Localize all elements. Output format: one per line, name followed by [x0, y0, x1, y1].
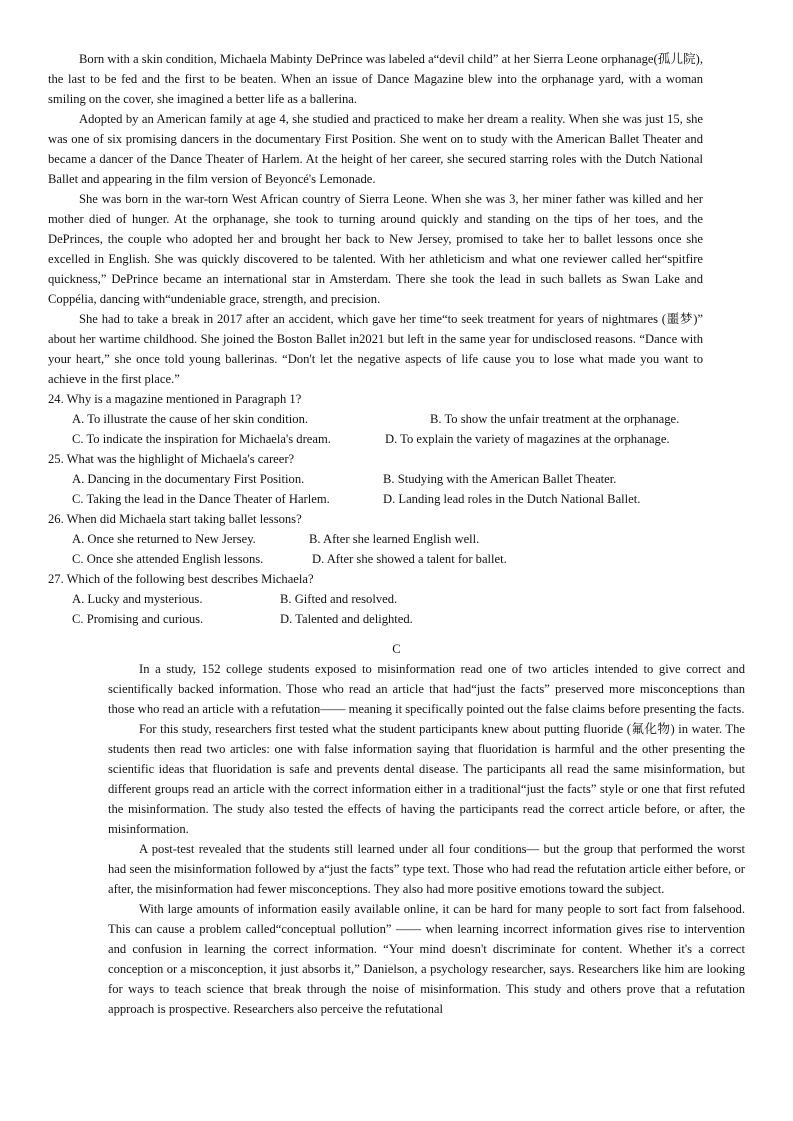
passage-b-paragraph-3: She was born in the war-torn West African country of Sierra Leone. When she was 3, her miner father was killed and her mother died of hunger. At the orphanage, she took to turning around quickly and standing on the tips of her toes, and the DePrinces, the couple who adopted her and brought her back to New Jersey, promised to take her to ballet lessons once she excelled in English. She was quickly discovered to be talented. With her athleticism and what one reviewer called her“spitfire quickness,” DePrince became an international star in Amsterdam. There she took the lead in such ballets as Swan Lake and Coppélia, dancing with“undeniable grace, strength, and precision.	[48, 192, 703, 306]
passage-c-paragraph-4: With large amounts of information easily available online, it can be hard for many people to sort fact from falsehood. This can cause a problem called“conceptual pollution” —— when learning incorrect information gives rise to intervention and confusion in learning the correct information. “Your mind doesn't discriminate for content. Whether it's a correct conception or a misconception, it just absorbs it,” Danielson, a psychology researcher, says. Researchers like him are looking for ways to teach science that break through the noise of misinformation. This study and others prove that a refutation approach is prospective. Researchers also perceive the refutational	[108, 902, 745, 1016]
option-c: C. Taking the lead in the Dance Theater of Harlem.	[72, 492, 330, 506]
option-b: B. Studying with the American Ballet Theater.	[383, 472, 617, 486]
passage-c-paragraph-1: In a study, 152 college students exposed to misinformation read one of two articles intended to give correct and scientifically backed information. Those who read an article that had“just the facts” preserved more misconceptions than those who read an article with a refutation—— meaning it specifically pointed out the false claims before presenting the facts.	[108, 662, 745, 716]
option-row	[48, 429, 728, 449]
option-row	[48, 529, 728, 549]
passage-c-paragraph-2: For this study, researchers first tested what the student participants knew about putting fluoride (氟化物) in water. The students then read two articles: one with false information saying that fluoridation is harmful and the other presenting the scientific ideas that fluoridation is safe and prevents dental disease. The participants all read the same misinformation, but different groups read an article with the correct information either in a traditional“just the facts” style or one that first refuted the misinformation. The study also tested the effects of having the participants read the correct article before, or after, the misinformation.	[108, 722, 745, 836]
option-d: D. Talented and delighted.	[280, 612, 413, 626]
option-c: C. Promising and curious.	[72, 612, 204, 626]
option-b: B. After she learned English well.	[309, 532, 480, 546]
question-stem: 25. What was the highlight of Michaela's career?	[48, 452, 295, 466]
option-c: C. Once she attended English lessons.	[72, 552, 264, 566]
option-c: C. To indicate the inspiration for Michaela's dream.	[72, 432, 331, 446]
option-row	[48, 469, 728, 489]
option-row	[48, 589, 728, 609]
question-stem: 24. Why is a magazine mentioned in Paragraph 1?	[48, 392, 302, 406]
passage-c	[108, 659, 745, 1019]
section-c-heading: C	[392, 642, 401, 656]
passage-b-paragraph-4: She had to take a break in 2017 after an accident, which gave her time“to seek treatment for years of nightmares (噩梦)” about her wartime childhood. She joined the Boston Ballet in2021 but left in the same year for undisclosed reasons. “Dance with your heart,” she once told young ballerinas. “Don't let the negative aspects of life cause you to lose what made you want to achieve in the first place.”	[48, 312, 703, 386]
option-d: D. Landing lead roles in the Dutch National Ballet.	[383, 492, 641, 506]
passage-b	[48, 49, 703, 389]
question-24	[48, 389, 728, 449]
question-27	[48, 569, 728, 629]
question-stem: 26. When did Michaela start taking ballet lessons?	[48, 512, 302, 526]
passage-c-paragraph-3: A post-test revealed that the students still learned under all four conditions— but the group that performed the worst had seen the misinformation followed by a“just the facts” type text. Those who had read the refutation article either before, or after, the misinformation had fewer misconceptions. They also had more positive emotions toward the subject.	[108, 842, 745, 896]
option-row	[48, 549, 728, 569]
question-25	[48, 449, 728, 509]
question-26	[48, 509, 728, 569]
option-d: D. After she showed a talent for ballet.	[312, 552, 507, 566]
option-b: B. To show the unfair treatment at the orphanage.	[430, 412, 680, 426]
passage-b-paragraph-2: Adopted by an American family at age 4, she studied and practiced to make her dream a reality. When she was just 15, she was one of six promising dancers in the documentary First Position. She went on to study with the American Ballet Theater and became a dancer of the Dance Theater of Harlem. At the height of her career, she secured starring roles with the Dutch National Ballet and appearing in the film version of Beyoncé's Lemonade.	[48, 112, 703, 186]
passage-b-paragraph-1: Born with a skin condition, Michaela Mabinty DePrince was labeled a“devil child” at her Sierra Leone orphanage(孤儿院), the last to be fed and the first to be beaten. When an issue of Dance Magazine blew into the orphanage yard, with a woman smiling on the cover, she imagined a better life as a ballerina.	[48, 52, 703, 106]
option-b: B. Gifted and resolved.	[280, 592, 398, 606]
option-row	[48, 409, 728, 429]
option-a: A. To illustrate the cause of her skin condition.	[72, 412, 309, 426]
question-list	[48, 389, 728, 629]
option-row	[48, 489, 728, 509]
option-row	[48, 609, 728, 629]
option-a: A. Lucky and mysterious.	[72, 592, 203, 606]
option-a: A. Once she returned to New Jersey.	[72, 532, 256, 546]
question-stem: 27. Which of the following best describes Michaela?	[48, 572, 314, 586]
option-a: A. Dancing in the documentary First Position.	[72, 472, 305, 486]
option-d: D. To explain the variety of magazines at the orphanage.	[385, 432, 670, 446]
